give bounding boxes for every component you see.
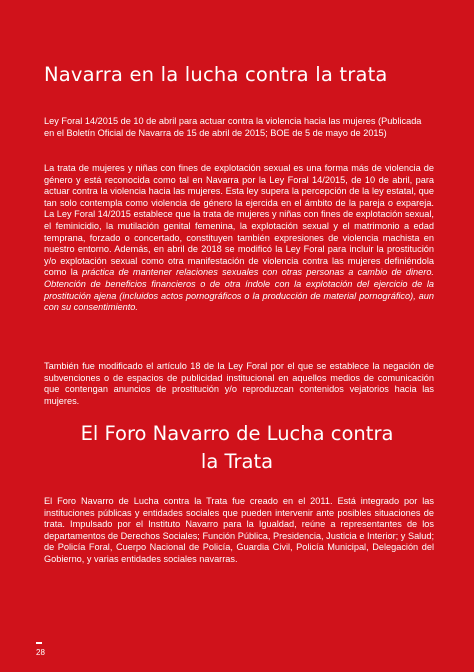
section-title-navarra: Navarra en la lucha contra la trata: [44, 63, 388, 86]
paragraph-ley-foral: Ley Foral 14/2015 de 10 de abril para actuar contra la violencia hacia las mujeres (Publicada en el Boletín Oficial de Navarra de 15 de abril de 2015; BOE de 5 de mayo de 2015): [44, 116, 422, 138]
paragraph-articulo-18: También fue modificado el artículo 18 de la Ley Foral por el que se establece la negación de subvenciones o de espacios de publicidad institucional en aquellos medios de comunicación que contengan anuncios de prostitución y/o reproduzcan contenidos vejatorios hacia las mujeres.: [44, 361, 434, 406]
paragraph-trata-definition: práctica de mantener relaciones sexuales con otras personas a cambio de dinero. Obtención de beneficios financieros o de otra índole con la explotación del ejercicio de la prostitución ajena (incluidos actos pornográficos o la producción de material pornográfico), aun con su consentimiento.: [44, 267, 434, 313]
paragraph-trata-violencia: [44, 163, 434, 314]
footer-mark: [36, 642, 42, 644]
paragraph-foro-navarro: El Foro Navarro de Lucha contra la Trata fue creado en el 2011. Está integrado por las instituciones públicas y entidades sociales que pueden intervenir ante posibles situaciones de trata. Impulsado por el Instituto Navarro para la Igualdad, reúne a representantes de los departamentos de Derechos Sociales; Función Pública, Presidencia, Justicia e Interior; y Salud; de Policía Foral, Cuerpo Nacional de Policía, Guardia Civil, Policía Municipal, Delegación del Gobierno, y varias entidades sociales navarras.: [44, 496, 434, 564]
paragraph-trata-text: La trata de mujeres y niñas con fines de explotación sexual es una forma más de violencia de género y está reconocida como tal en Navarra por la Ley Foral 14/2015, de 10 de abril, para actuar contra la violencia hacia las mujeres. Esta ley supera la percepción de la ley estatal, que tan solo contempla como violencia de género la ejercida en el ámbito de la pareja o expareja. La Ley Foral 14/2015 establece que la trata de mujeres y niñas con fines de explotación sexual, el feminicidio, la mutilación genital femenina, la explotación sexual y el matrimonio a edad temprana, forzado o concertado, constituyen también expresiones de violencia machista en nuestro entorno. Además, en abril de 2018 se modificó la Ley Foral para incluir la prostitución y/o explotación sexual como otra manifestación de violencia contra las mujeres definiéndola como la: [44, 163, 434, 278]
page-number: 28: [36, 648, 45, 657]
section-title-foro: El Foro Navarro de Lucha contra la Trata: [80, 422, 394, 473]
page-footer: [36, 642, 56, 658]
